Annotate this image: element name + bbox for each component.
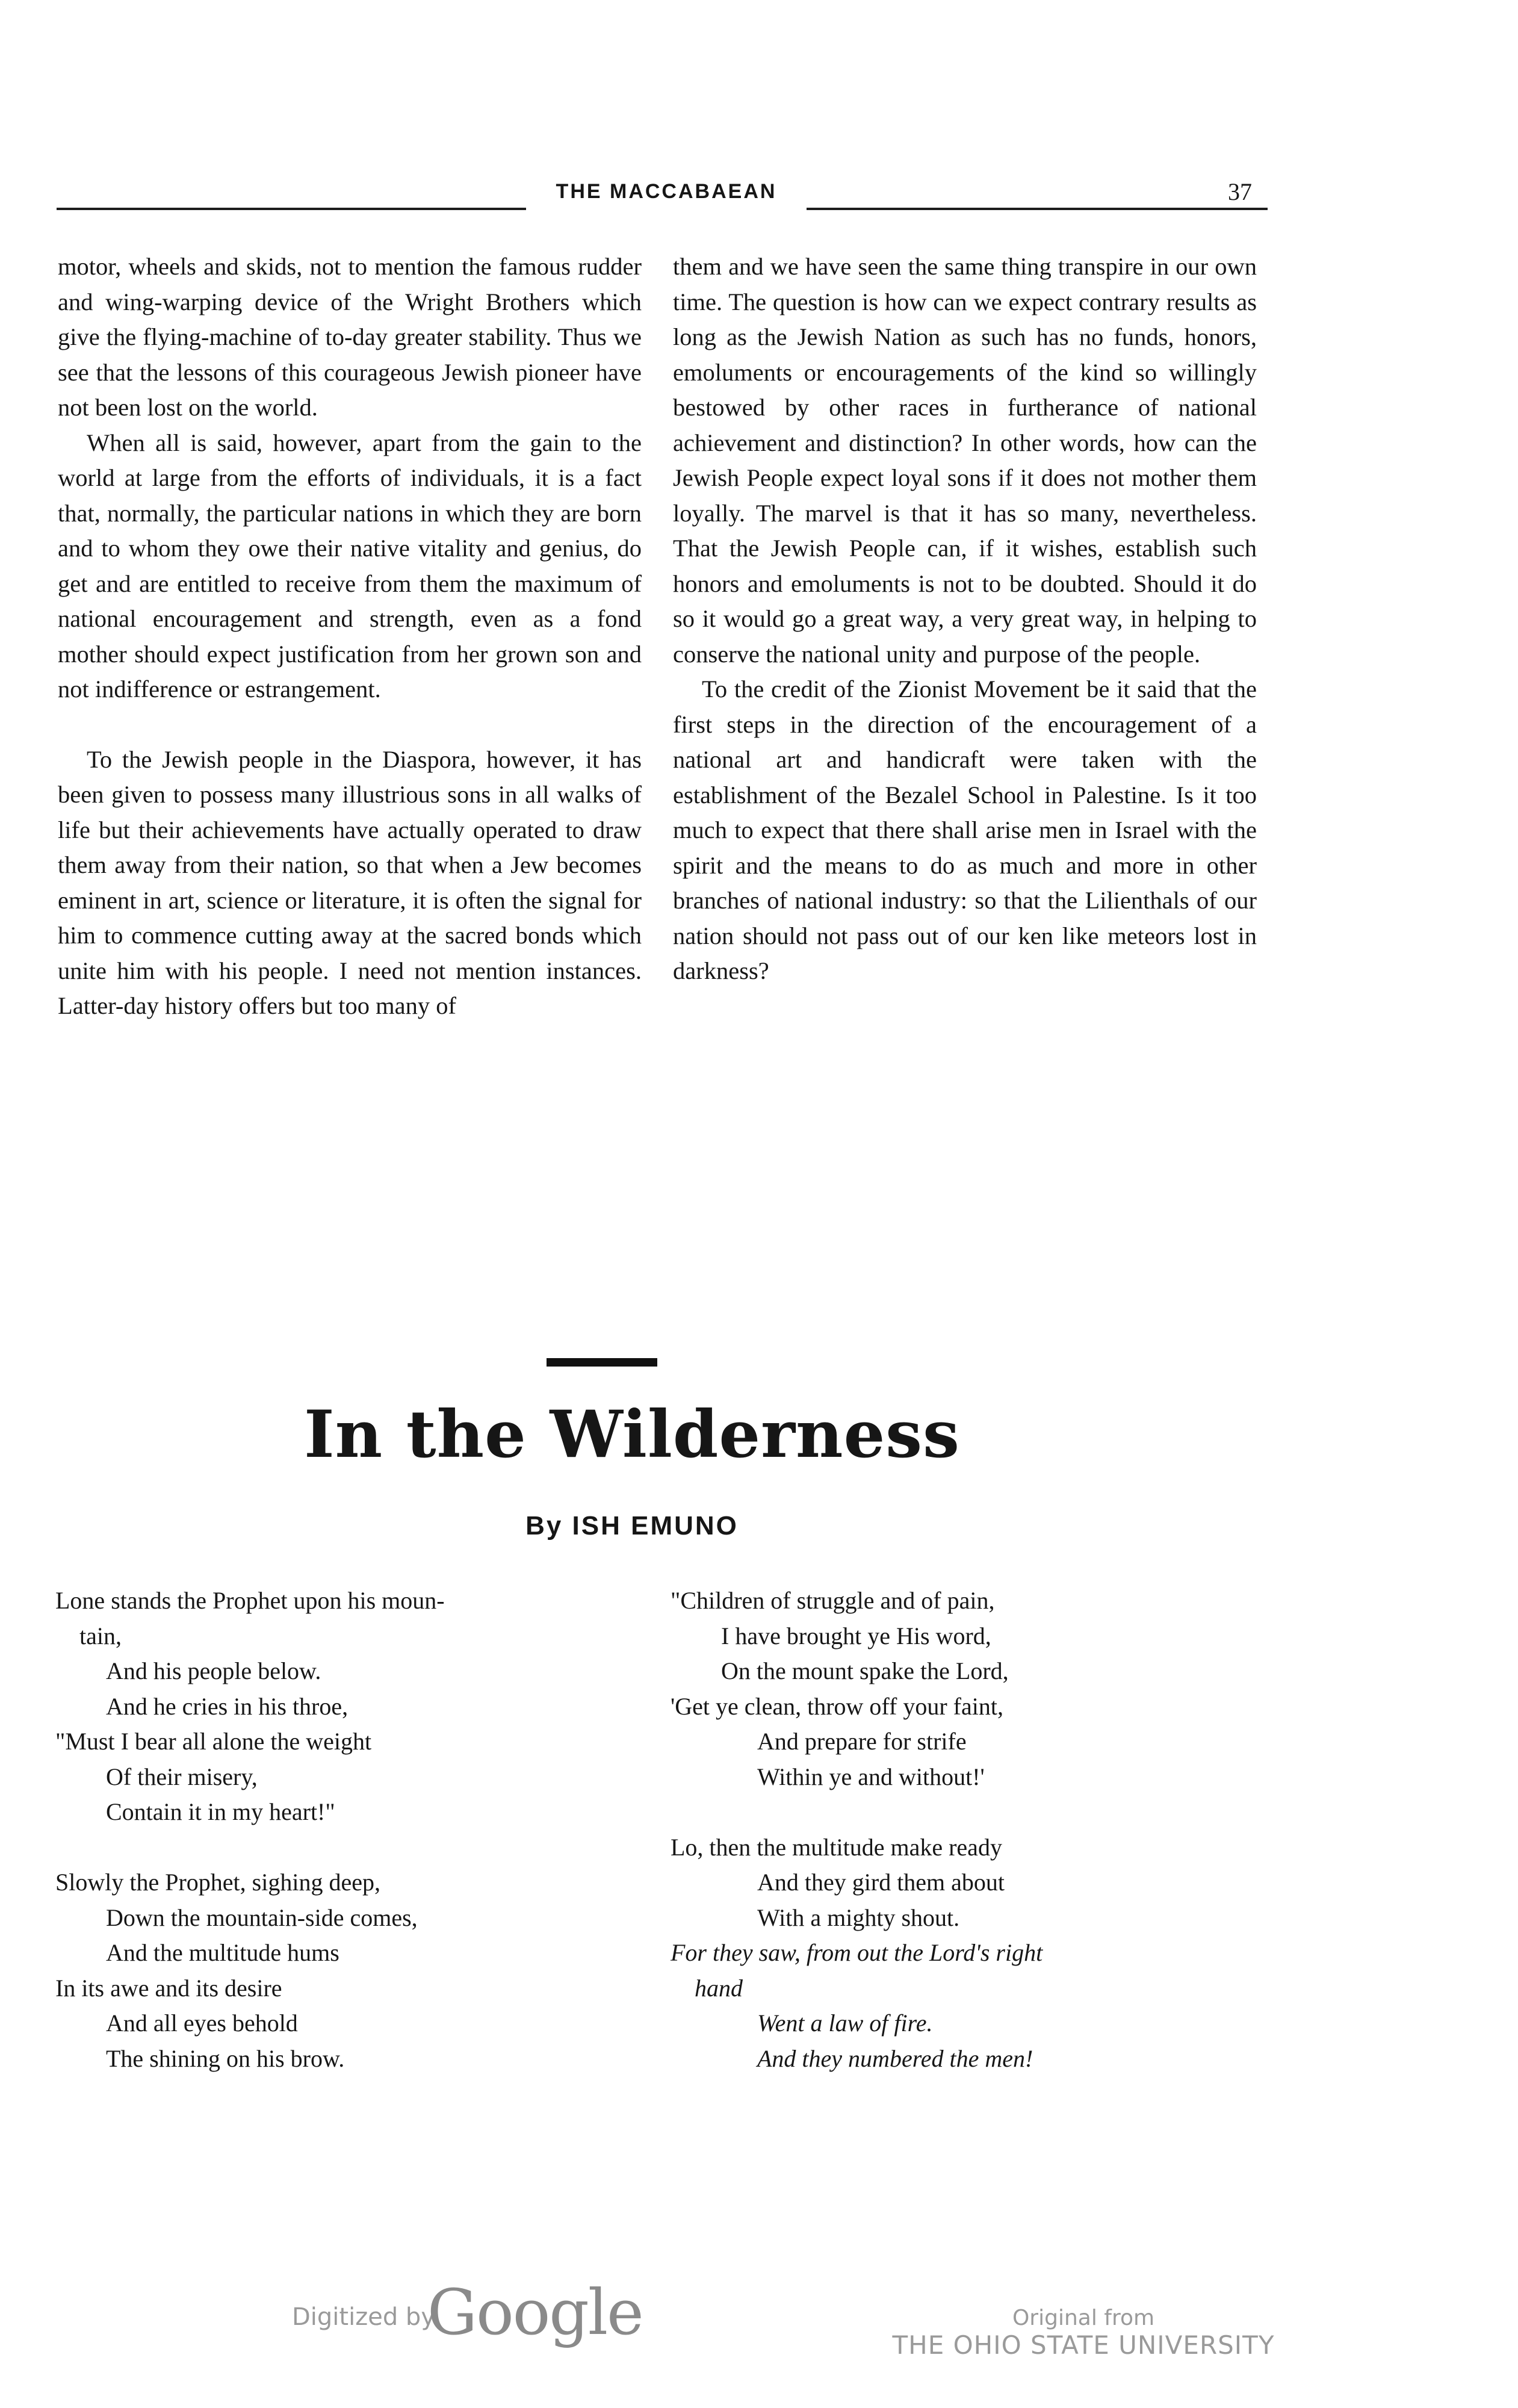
verse-line: Lone stands the Prophet upon his moun- (55, 1587, 445, 1614)
verse-line: And his people below. (106, 1657, 321, 1684)
original-from-label: Original from (1012, 2306, 1155, 2330)
poem-stanza (55, 1865, 645, 2076)
header-rule-right (807, 208, 1268, 210)
section-divider (547, 1358, 657, 1367)
verse-line: "Children of struggle and of pain, (671, 1587, 995, 1614)
verse-line: Down the mountain-side comes, (106, 1904, 418, 1931)
verse-line: The shining on his brow. (106, 2044, 345, 2072)
original-from-notice (873, 2306, 1294, 2360)
digitized-by-label: Digitized by (292, 2303, 435, 2331)
poem-byline: By ISH EMUNO (525, 1511, 739, 1541)
verse-line: "Must I bear all alone the weight (55, 1728, 372, 1755)
verse-line: Contain it in my heart!" (106, 1798, 335, 1825)
poem-column-left (55, 1583, 645, 2076)
essay-paragraph: When all is said, however, apart from the gain to the world at large from the efforts of individuals, it is a fact that, normally, the particular nations in which they are born and to whom they owe their native vitality and genius, do get and are entitled to receive from them the maximum of national encouragement and strength, even as a fond mother should expect justification from her grown son and not indifference or estrangement. (58, 429, 642, 703)
poem-stanza (671, 1830, 1260, 2077)
verse-line: And they gird them about (757, 1869, 1005, 1896)
verse-line: Within ye and without!' (757, 1763, 985, 1790)
verse-line: hand (695, 1974, 743, 2002)
verse-line: And prepare for strife (757, 1728, 967, 1755)
google-logo: Google (427, 2276, 643, 2349)
essay-paragraph: motor, wheels and skids, not to mention the famous rudder and wing-warping device of the Wright Brothers which give the flying-machine of to-day greater stability. Thus we see that the lessons of this courageous Jewish pioneer have not been lost on the world. (58, 253, 642, 421)
page-number: 37 (1228, 178, 1252, 205)
verse-line: I have brought ye His word, (721, 1622, 991, 1649)
poem-column-right (671, 1583, 1260, 2076)
poem-stanza (671, 1583, 1260, 1795)
essay-paragraph: To the Jewish people in the Diaspora, however, it has been given to possess many illustrious sons in all walks of life but their achievements have actually operated to draw them away from their nation, so that when a Jew becomes eminent in art, science or literature, it is often the signal for him to commence cutting away at the sacred bonds which unite him with his people. I need not mention instances. Latter-day history offers but too many of (58, 745, 642, 1019)
verse-line: tain, (79, 1622, 122, 1649)
verse-line: Lo, then the multitude make ready (671, 1833, 1002, 1861)
poem-title: In the Wilderness (304, 1397, 960, 1472)
verse-line: Slowly the Prophet, sighing deep, (55, 1869, 380, 1896)
verse-line: For they saw, from out the Lord's right (671, 1939, 1043, 1966)
institution-name: THE OHIO STATE UNIVERSITY (892, 2330, 1275, 2360)
verse-line: And they numbered the men! (757, 2044, 1033, 2072)
verse-line: Of their misery, (106, 1763, 258, 1790)
verse-line: 'Get ye clean, throw off your faint, (671, 1692, 1003, 1720)
verse-line: And he cries in his throe, (106, 1692, 349, 1720)
essay-column-right (673, 249, 1257, 989)
poem-stanza (55, 1583, 645, 1830)
essay-column-left (58, 249, 642, 1024)
verse-line: With a mighty shout. (757, 1904, 960, 1931)
verse-line: In its awe and its desire (55, 1974, 282, 2002)
verse-line: And the multitude hums (106, 1939, 339, 1966)
page-header (0, 178, 1518, 214)
verse-line: And all eyes behold (106, 2009, 298, 2037)
verse-line: Went a law of fire. (757, 2009, 933, 2037)
essay-paragraph: To the credit of the Zionist Movement be it said that the first steps in the direction of the encouragement of a national art and handicraft were taken with the establishment of the Bezalel School in Palestine. Is it too much to expect that there shall arise men in Israel with the spirit and the means to do as much and more in other branches of national industry: so that the Lilienthals of our nation should not pass out of our ken like meteors lost in darkness? (673, 675, 1257, 984)
running-title: THE MACCABAEAN (556, 180, 777, 203)
verse-line: On the mount spake the Lord, (721, 1657, 1009, 1684)
header-rule-left (57, 208, 526, 210)
essay-paragraph: them and we have seen the same thing transpire in our own time. The question is how can we expect contrary results as long as the Jewish Nation as such has no funds, honors, emoluments or encouragements of the kind so willingly bestowed by other races in furtherance of national achievement and distinction? In other words, how can the Jewish People expect loyal sons if it does not mother them loyally. The marvel is that it has so many, nevertheless. That the Jewish People can, if it wishes, establish such honors and emoluments is not to be doubted. Should it do so it would go a great way, a very great way, in helping to conserve the national unity and purpose of the people. (673, 253, 1257, 668)
